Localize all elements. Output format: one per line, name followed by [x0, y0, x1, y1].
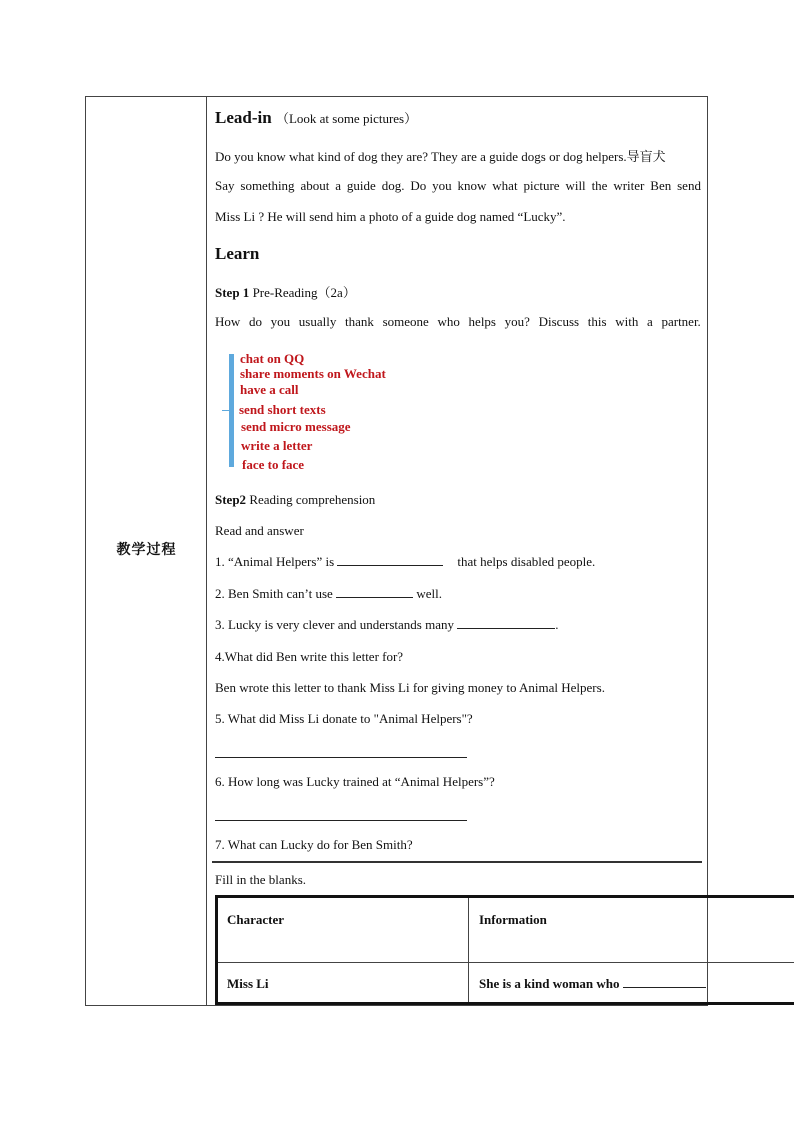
question-3	[215, 617, 558, 633]
question-5: 5. What did Miss Li donate to "Animal Helpers"?	[215, 711, 473, 726]
word: send	[677, 178, 701, 193]
lesson-table	[85, 96, 708, 1006]
mindmap-item: have a call	[240, 382, 299, 397]
word: know	[457, 178, 487, 193]
step2-text: Reading comprehension	[246, 492, 376, 507]
q1-text-a: 1. “Animal Helpers” is	[215, 554, 338, 569]
lead-in-subtitle: （Look at some pictures）	[275, 111, 418, 126]
word: a	[335, 178, 342, 193]
mindmap-item: send short texts	[239, 402, 326, 417]
row-label: 教学过程	[116, 542, 177, 558]
word: a	[647, 314, 653, 329]
q3-blank	[457, 617, 555, 629]
step1-label: Step 1	[215, 285, 250, 300]
word: Do	[410, 178, 427, 193]
word: this	[587, 314, 607, 329]
word: Ben	[650, 178, 672, 193]
lead-in-title: Lead-in	[215, 108, 272, 127]
step1-text: Pre-Reading（2a）	[249, 285, 356, 300]
question-2	[215, 586, 442, 602]
word: will	[565, 178, 586, 193]
step1-question	[215, 314, 701, 330]
step1-heading	[215, 282, 356, 301]
question-6: 6. How long was Lucky trained at “Animal Helpers”?	[215, 774, 495, 789]
word: what	[492, 178, 518, 193]
word: the	[591, 178, 608, 193]
mindmap-item: chat on QQ	[240, 351, 305, 366]
mindmap-item: share moments on Wechat	[240, 366, 386, 381]
learn-heading: Learn	[215, 244, 260, 263]
word: do	[248, 314, 262, 329]
word: who	[437, 314, 460, 329]
word: Say	[215, 178, 235, 193]
question-1	[215, 554, 595, 570]
lead-in-heading	[215, 108, 417, 128]
q3-text-b: .	[555, 617, 559, 632]
word: guide	[346, 178, 376, 193]
q2-blank	[336, 586, 413, 598]
table-header-information: Information	[479, 912, 547, 927]
table-row-divider	[218, 962, 794, 963]
read-answer-label: Read and answer	[215, 523, 304, 538]
mindmap-item: write a letter	[241, 438, 313, 453]
q2-text-a: 2. Ben Smith can’t use	[215, 586, 337, 601]
mindmap-item: face to face	[242, 457, 305, 472]
word: writer	[613, 178, 645, 193]
table-cell-information	[479, 976, 706, 992]
word: with	[615, 314, 639, 329]
word: Discuss	[538, 314, 580, 329]
section-divider	[212, 861, 702, 863]
word: helps	[468, 314, 496, 329]
q2-text-b: well.	[413, 586, 442, 601]
label-column	[86, 97, 207, 1005]
word: you?	[504, 314, 530, 329]
table-column-divider	[468, 898, 469, 1002]
answer-5-line	[215, 757, 467, 758]
mindmap-connector	[222, 410, 229, 411]
word: partner.	[661, 314, 701, 329]
answer-6-line	[215, 820, 467, 821]
question-4: 4.What did Ben write this letter for?	[215, 649, 404, 664]
word: you	[432, 178, 452, 193]
question-7: 7. What can Lucky do for Ben Smith?	[215, 837, 413, 852]
word: something	[240, 178, 295, 193]
word: dog.	[381, 178, 405, 193]
q1-blank	[337, 554, 443, 566]
word: someone	[382, 314, 429, 329]
word: you	[270, 314, 291, 329]
step2-heading	[215, 492, 375, 508]
answer-4: Ben wrote this letter to thank Miss Li for giving money to Animal Helpers.	[215, 680, 605, 695]
mindmap-item: send micro message	[241, 419, 351, 434]
word: How	[215, 314, 241, 329]
step2-label: Step2	[215, 492, 247, 507]
information-blank	[623, 976, 706, 988]
word: thank	[345, 314, 374, 329]
q3-text-a: 3. Lucky is very clever and understands many	[215, 617, 458, 632]
word: picture	[523, 178, 560, 193]
lead-in-line-3: Miss Li ? He will send him a photo of a guide dog named “Lucky”.	[215, 209, 566, 224]
mindmap-bracket	[229, 354, 234, 467]
lead-in-line-2	[215, 178, 701, 194]
word: about	[300, 178, 330, 193]
word: usually	[298, 314, 337, 329]
q1-text-b: that helps disabled people.	[457, 554, 596, 569]
lead-in-line-1: Do you know what kind of dog they are? They are a guide dogs or dog helpers.导盲犬	[215, 149, 666, 164]
table-cell-information-text: She is a kind woman who	[479, 976, 623, 991]
fill-blanks-label: Fill in the blanks.	[215, 872, 306, 887]
character-table	[215, 895, 794, 1005]
table-header-character: Character	[227, 912, 285, 927]
table-cell-character: Miss Li	[227, 976, 269, 991]
